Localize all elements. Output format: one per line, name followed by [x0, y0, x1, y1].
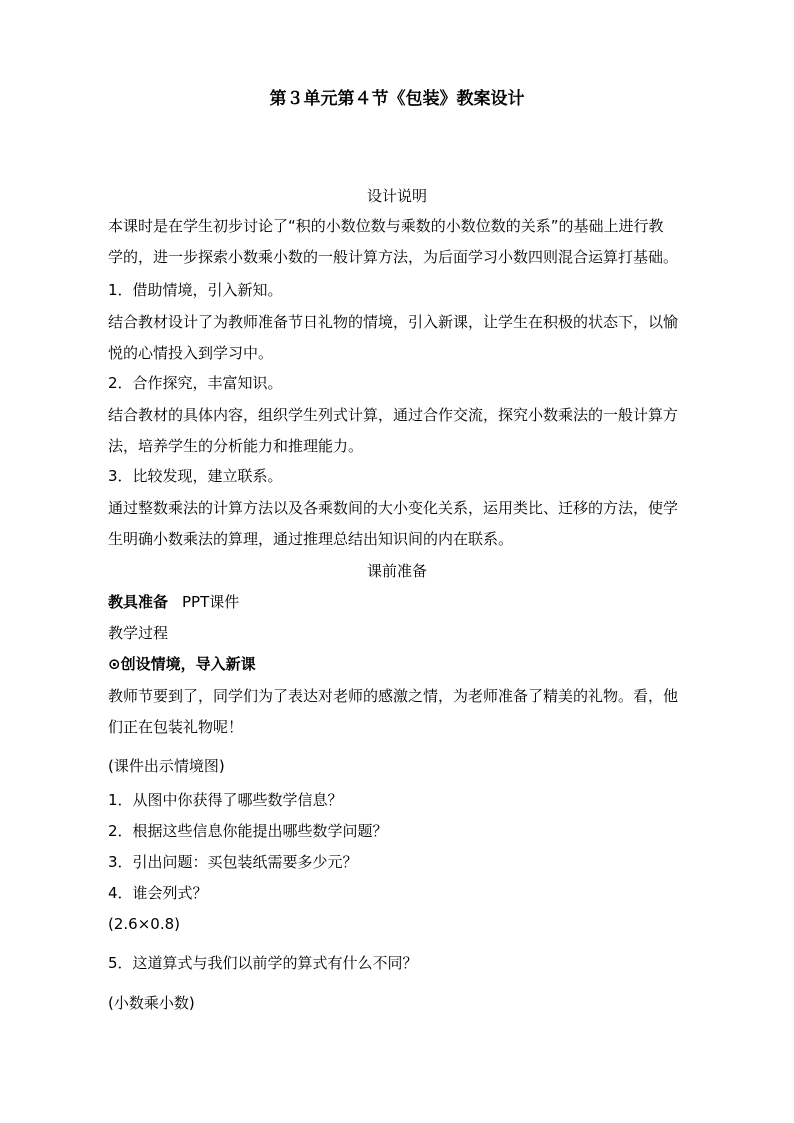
- para1-line2: 学的，进一步探索小数乘小数的一般计算方法，为后面学习小数四则混合运算打基础。: [108, 248, 679, 266]
- process-heading: 教学过程: [108, 624, 169, 642]
- question-2: 2．根据这些信息你能提出哪些数学问题？: [108, 822, 388, 840]
- item2-heading: 2．合作探究，丰富知识。: [108, 374, 283, 392]
- answer-4: (2.6×0.8): [108, 915, 180, 933]
- page-title: 第３单元第４节《包装》教案设计: [269, 89, 525, 109]
- item2-line1: 结合教材的具体内容，组织学生列式计算，通过合作交流，探究小数乘法的一般计算方: [108, 406, 679, 424]
- prep-heading: 课前准备: [366, 562, 427, 580]
- answer-5: (小数乘小数): [108, 994, 195, 1012]
- item1-line2: 悦的心情投入到学习中。: [108, 344, 274, 362]
- item2-line2: 法，培养学生的分析能力和推理能力。: [108, 437, 364, 455]
- item1-line1: 结合教材设计了为教师准备节日礼物的情境，引入新课，让学生在积极的状态下，以愉: [108, 313, 679, 331]
- item3-heading: 3．比较发现，建立联系。: [108, 467, 283, 485]
- question-5: 5．这道算式与我们以前学的算式有什么不同？: [108, 954, 418, 972]
- design-heading: 设计说明: [366, 187, 427, 205]
- para1-line1: 本课时是在学生初步讨论了“积的小数位数与乘数的小数位数的关系”的基础上进行教: [108, 217, 664, 235]
- section1-heading: ⊙创设情境，导入新课: [108, 655, 256, 673]
- intro-line1: 教师节要到了，同学们为了表达对老师的感激之情，为老师准备了精美的礼物。看，他: [108, 687, 679, 705]
- question-1: 1．从图中你获得了哪些数学信息？: [108, 791, 343, 809]
- courseware-note: (课件出示情境图): [108, 757, 225, 775]
- item3-line2: 生明确小数乘法的算理，通过推理总结出知识间的内在联系。: [108, 530, 514, 548]
- tools-row: [108, 592, 239, 612]
- question-4: 4．谁会列式？: [108, 884, 208, 902]
- tools-label: 教具准备: [108, 593, 169, 611]
- intro-line2: 们正在包装礼物呢！: [108, 718, 244, 736]
- item1-heading: 1．借助情境，引入新知。: [108, 281, 283, 299]
- item3-line1: 通过整数乘法的计算方法以及各乘数间的大小变化关系，运用类比、迁移的方法，使学: [108, 499, 679, 517]
- question-3: 3．引出问题：买包装纸需要多少元？: [108, 853, 358, 871]
- tools-value: PPT课件: [182, 593, 240, 611]
